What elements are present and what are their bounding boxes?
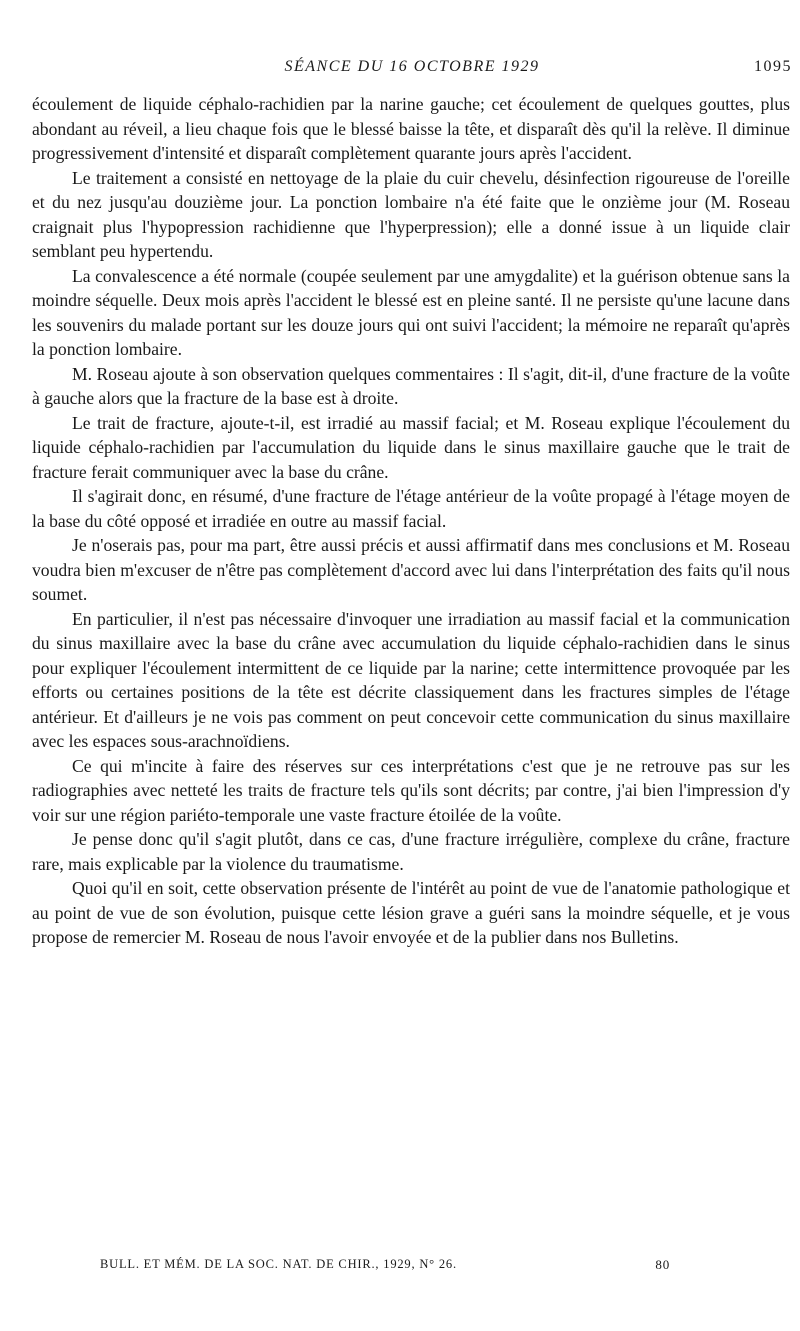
page-number: 1095 [754,58,792,75]
paragraph: Quoi qu'il en soit, cette observation présente de l'intérêt au point de vue de l'anatomie pathologique et au point de vue de son évolution, puisque cette lésion grave a guéri sans la moindre séquelle, et je vous propose de remercier M. Roseau de nous l'avoir envoyée et de la publier dans nos Bulletins. [32,878,790,947]
paragraph: Il s'agirait donc, en résumé, d'une fracture de l'étage antérieur de la voûte propagé à l'étage moyen de la base du côté opposé et irradiée en outre au massif facial. [32,486,790,531]
paragraph: Je n'oserais pas, pour ma part, être aussi précis et aussi affirmatif dans mes conclusions et M. Roseau voudra bien m'excuser de n'être pas complètement d'accord avec lui dans l'interprétation des faits qu'il nous soumet. [32,535,790,604]
footer-citation: BULL. ET MÉM. DE LA SOC. NAT. DE CHIR., 1929, N° 26. [100,1257,457,1271]
paragraph: écoulement de liquide céphalo-rachidien par la narine gauche; cet écoulement de quelques gouttes, plus abondant au réveil, a lieu chaque fois que le blessé baisse la tête, et disparaît dès qu'il la relève. Il diminue progressivement d'intensité et disparaît complètement quarante jours après l'accident. [32,94,790,163]
running-header [32,58,792,82]
paragraph: Le trait de fracture, ajoute-t-il, est irradié au massif facial; et M. Roseau explique l'écoulement du liquide céphalo-rachidien par l'accumulation du liquide dans le sinus maxillaire gauche que le trait de fracture ferait communiquer avec la base du crâne. [32,412,790,482]
paragraph: En particulier, il n'est pas nécessaire d'invoquer une irradiation au massif facial et la communication du sinus maxillaire avec la base du crâne avec accumulation du liquide céphalo-rachidien dans le sinus pour expliquer l'écoulement intermittent de ce liquide par la narine; cette intermittence provoquée par les efforts ou certaines positions de la tête est décrite classiquement dans les fractures simples de l'étage antérieur. Et d'ailleurs je ne vois pas comment on peut concevoir cette communication du sinus maxillaire avec les espaces sous-arachnoïdiens. [32,608,790,751]
paragraph: M. Roseau ajoute à son observation quelques commentaires : Il s'agit, dit-il, d'une fracture de la voûte à gauche alors que la fracture de la base est à droite. [32,363,790,408]
sheet-number: 80 [655,1257,670,1272]
paragraph: Ce qui m'incite à faire des réserves sur ces interprétations c'est que je ne retrouve pas sur les radiographies avec netteté les traits de fracture tels qu'ils sont décrits; par contre, j'ai bien l'impression d'y voir sur une région pariéto-temporale une vaste fracture étoilée de la voûte. [32,755,790,825]
paragraph: Je pense donc qu'il s'agit plutôt, dans ce cas, d'une fracture irrégulière, complexe du crâne, fracture rare, mais explicable par la violence du traumatisme. [32,829,790,874]
page-footer [100,1257,670,1272]
body-text [32,92,790,950]
paragraph: Le traitement a consisté en nettoyage de la plaie du cuir chevelu, désinfection rigoureuse de l'oreille et du nez jusqu'au douzième jour. La ponction lombaire n'a été faite que le onzième jour (M. Roseau craignait plus l'hypopression rachidienne que l'hyperpression); elle a donné issue à un liquide clair semblant peu hypertendu. [32,167,790,261]
paragraph: La convalescence a été normale (coupée seulement par une amygdalite) et la guérison obtenue sans la moindre séquelle. Deux mois après l'accident le blessé est en pleine santé. Il ne persiste qu'une lacune dans les souvenirs du malade portant sur les douze jours qui ont suivi l'accident; la mémoire ne reparaît qu'après la ponction lombaire. [32,265,790,359]
header-title: SÉANCE DU 16 OCTOBRE 1929 [284,58,540,75]
